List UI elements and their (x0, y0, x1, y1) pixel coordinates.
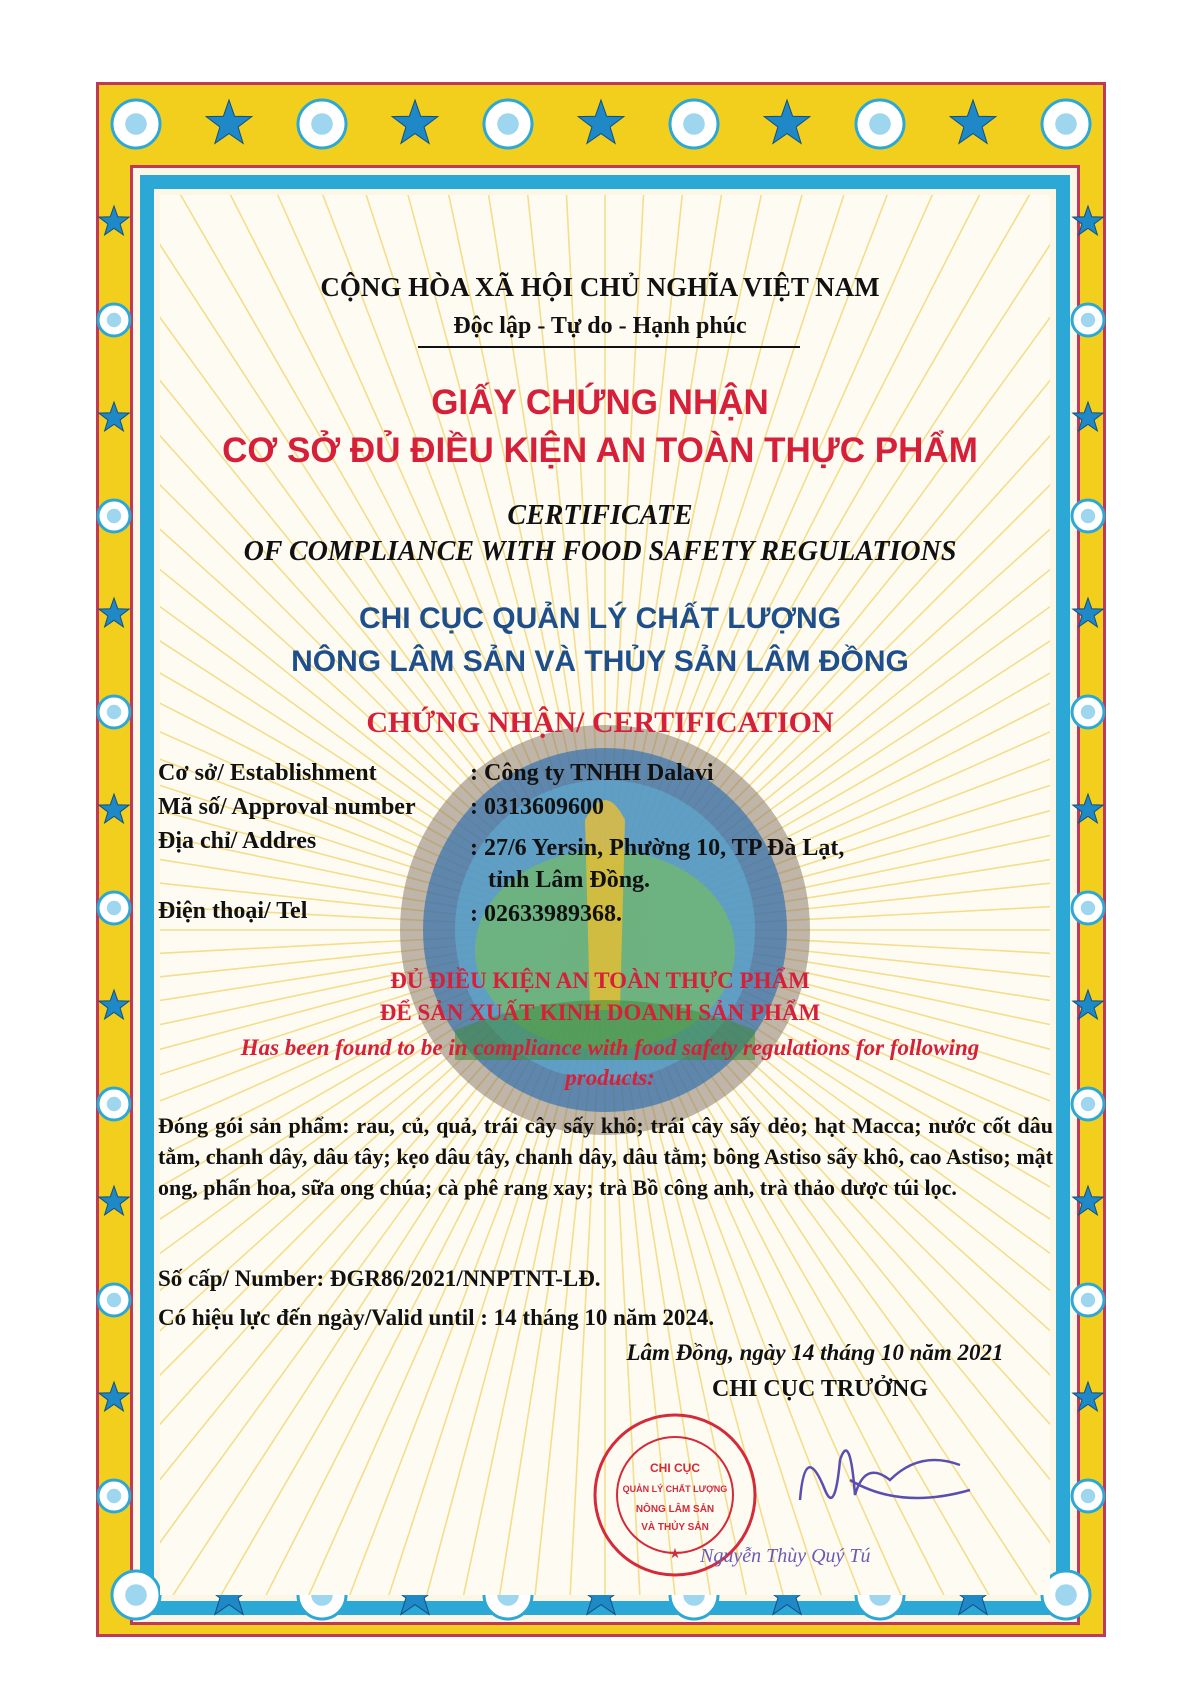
product-list: Đóng gói sản phẩm: rau, củ, quả, trái cây sấy khô; trái cây sấy dẻo; hạt Macca; nước cốt dâu tằm, chanh dây, dâu tây; kẹo dâu tây, chanh dây, dâu tằm; bông Astiso sấy khô, cao Astiso; mật ong, phấn hoa, sữa ong chúa; cà phê rang xay; trà Bồ công anh, trà thảo dược túi lọc. (158, 1113, 1053, 1200)
star-icon (1073, 1186, 1103, 1215)
lotus-center-icon (1055, 113, 1077, 135)
motto: Độc lập - Tự do - Hạnh phúc (453, 313, 747, 339)
certificate-title-vi-2: CƠ SỞ ĐỦ ĐIỀU KIỆN AN TOÀN THỰC PHẨM (222, 431, 978, 470)
place-and-date: Lâm Đồng, ngày 14 tháng 10 năm 2021 (626, 1340, 1004, 1365)
star-icon (1073, 206, 1103, 235)
motto-underline (418, 346, 800, 348)
lotus-center-icon (1055, 1584, 1077, 1606)
lotus-center-icon (1081, 901, 1095, 915)
phone-label: Điện thoại/ Tel (158, 898, 308, 924)
handwritten-signature (780, 1420, 990, 1540)
lotus-center-icon (311, 113, 333, 135)
signatory-title: CHI CỤC TRƯỞNG (711, 1376, 928, 1402)
star-icon (578, 100, 624, 143)
star-icon (99, 206, 129, 235)
sufficiency-vi-2: ĐỂ SẢN XUẤT KINH DOANH SẢN PHẨM (379, 1000, 821, 1025)
lotus-center-icon (1081, 1097, 1095, 1111)
issuer-line-2: NÔNG LÂM SẢN VÀ THỦY SẢN LÂM ĐỒNG (291, 645, 909, 678)
address-label: Địa chỉ/ Addres (158, 828, 317, 854)
sufficiency-en: Has been found to be in compliance with food safety regulations for following products: (240, 1035, 980, 1090)
lotus-center-icon (1081, 1293, 1095, 1307)
star-icon (99, 1382, 129, 1411)
address-value: : 27/6 Yersin, Phường 10, TP Đà Lạt, (470, 835, 845, 861)
stamp-line-4: VÀ THỦY SẢN (641, 1522, 709, 1533)
lotus-center-icon (125, 1584, 147, 1606)
approval-number-label: Mã số/ Approval number (158, 794, 416, 820)
lotus-center-icon (125, 113, 147, 135)
stamp-star-icon: ★ (668, 1547, 682, 1562)
star-icon (392, 100, 438, 143)
stamp-line-1: CHI CỤC (650, 1461, 700, 1475)
sufficiency-vi-1: ĐỦ ĐIỀU KIỆN AN TOÀN THỰC PHẨM (390, 968, 810, 993)
star-icon (99, 1186, 129, 1215)
lotus-center-icon (107, 901, 121, 915)
stamp-line-2: QUẢN LÝ CHẤT LƯỢNG (622, 1484, 728, 1494)
lotus-center-icon (497, 113, 519, 135)
star-icon (99, 794, 129, 823)
signer-name: Nguyễn Thùy Quý Tú (700, 1545, 871, 1567)
phone-value: : 02633989368. (470, 901, 622, 927)
approval-number-value: : 0313609600 (470, 794, 604, 820)
star-icon (764, 100, 810, 143)
nation-heading: CỘNG HÒA XÃ HỘI CHỦ NGHĨA VIỆT NAM (320, 272, 880, 302)
lotus-center-icon (1081, 1489, 1095, 1503)
stamp-line-3: NÔNG LÂM SẢN (635, 1504, 715, 1515)
star-icon (1073, 794, 1103, 823)
establishment-label: Cơ sở/ Establishment (158, 760, 377, 786)
star-icon (950, 100, 996, 143)
lotus-center-icon (107, 1489, 121, 1503)
certificate-title-en-1: CERTIFICATE (507, 500, 693, 531)
address-value-line2: tỉnh Lâm Đồng. (488, 867, 651, 893)
lotus-center-icon (869, 113, 891, 135)
certificate-title-en-2: OF COMPLIANCE WITH FOOD SAFETY REGULATIONS (243, 536, 957, 567)
lotus-center-icon (683, 113, 705, 135)
lotus-center-icon (107, 1097, 121, 1111)
certification-heading: CHỨNG NHẬN/ CERTIFICATION (366, 706, 834, 739)
lotus-center-icon (107, 1293, 121, 1307)
star-icon (1073, 1382, 1103, 1411)
certificate-title-vi-1: GIẤY CHỨNG NHẬN (431, 383, 769, 422)
certificate-number: Số cấp/ Number: ĐGR86/2021/NNPTNT-LĐ. (158, 1266, 601, 1291)
star-icon (206, 100, 252, 143)
issuer-line-1: CHI CỤC QUẢN LÝ CHẤT LƯỢNG (358, 602, 842, 635)
establishment-value: : Công ty TNHH Dalavi (470, 760, 714, 786)
valid-until: Có hiệu lực đến ngày/Valid until : 14 tháng 10 năm 2024. (158, 1305, 715, 1330)
